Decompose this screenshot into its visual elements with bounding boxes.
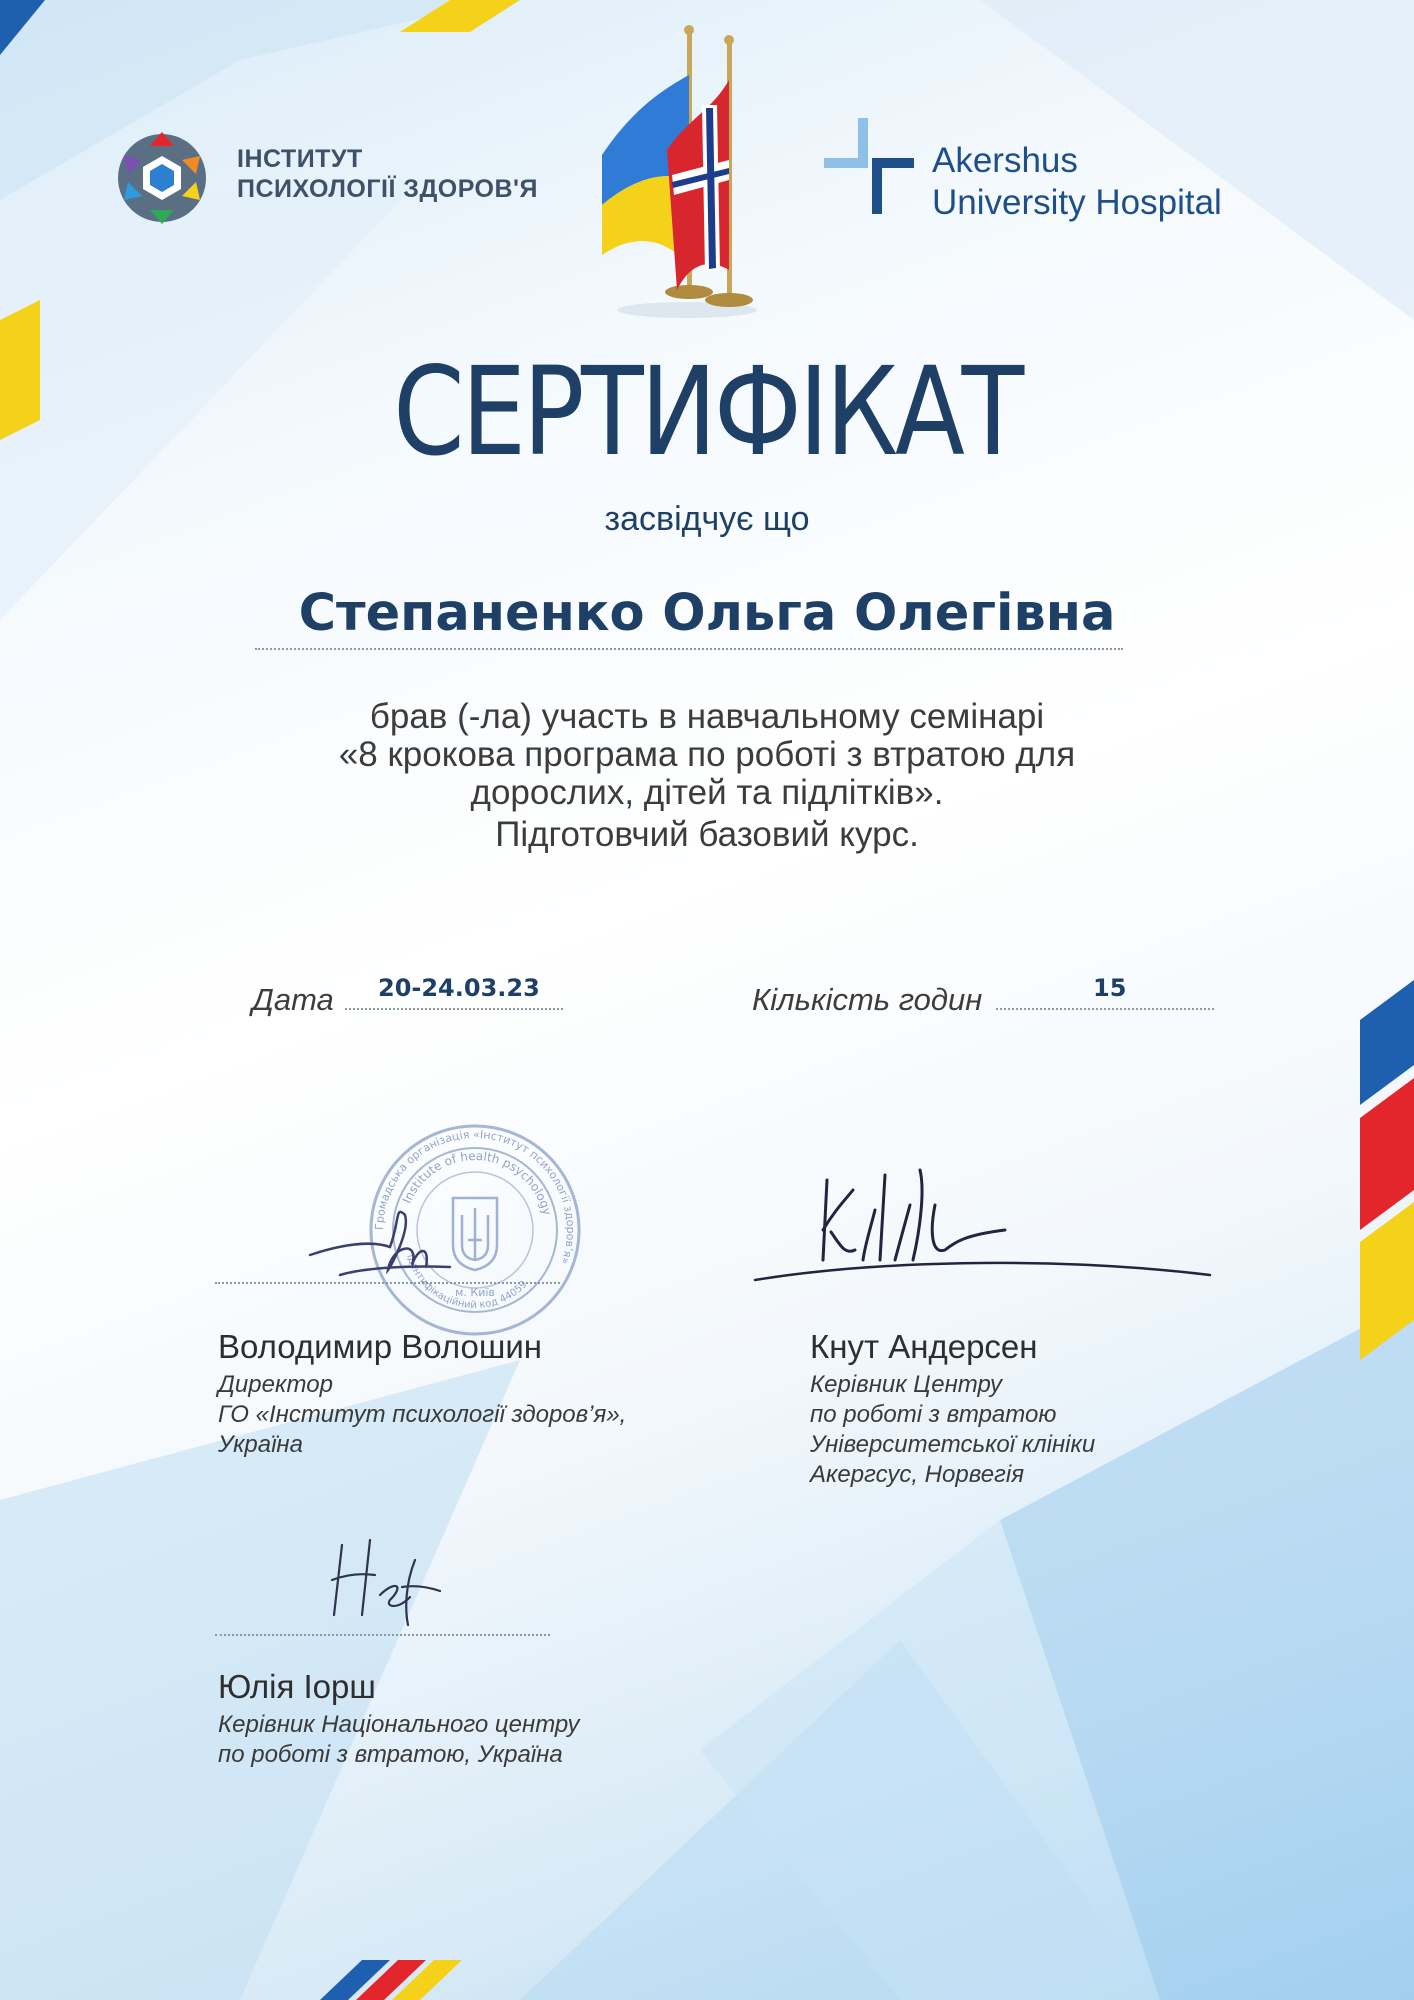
date-value: 20-24.03.23 [378, 974, 540, 1002]
signatory-iorsh [218, 1668, 579, 1770]
logo-left-line1: ІНСТИТУТ [237, 145, 363, 173]
right-stripe-red [1360, 1078, 1414, 1230]
gear-icon [112, 128, 212, 228]
certificate-title: СЕРТИФІКАТ [393, 341, 1021, 483]
signatory-role-line: Керівник Національного центру [218, 1711, 580, 1738]
logo-right-line2: University Hospital [932, 183, 1222, 222]
signatory-andersen [810, 1328, 1095, 1490]
flags-illustration [592, 20, 782, 320]
signatory-role-line: Директор [218, 1371, 333, 1398]
description-line: брав (-ла) участь в навчальному семінарі [369, 697, 1045, 736]
signatory-role-line: Україна [218, 1431, 303, 1458]
signatory-role-line: ГО «Інститут психології здоров’я», [218, 1401, 627, 1428]
course-description [0, 698, 1414, 854]
signature-line-3 [215, 1634, 550, 1636]
stamp-outer-text: Громадська організація «Інститут психології здоров’я» [372, 1127, 578, 1267]
signatory-name: Володимир Волошин [218, 1328, 542, 1365]
recipient-underline [255, 648, 1123, 650]
stamp-city-text: м. Київ [455, 1286, 495, 1299]
description-line: Підготовчий базовий курс. [495, 815, 919, 854]
date-label: Дата [252, 982, 334, 1017]
logo-right-line1: Akershus [932, 141, 1078, 180]
signatory-role-line: по роботі з втратою [810, 1401, 1057, 1428]
institute-logo [112, 128, 592, 228]
description-line: «8 крокова програма по роботі з втратою для [338, 735, 1076, 774]
akershus-logo [824, 118, 1264, 228]
signatory-voloshyn [218, 1328, 626, 1460]
date-underline [345, 1008, 563, 1010]
recipient-name: Степаненко Ольга Олегівна [298, 584, 1116, 643]
certificate-subtitle: засвідчує що [604, 500, 810, 538]
signature-line-1 [215, 1282, 560, 1284]
signatory-name: Кнут Андерсен [810, 1328, 1038, 1365]
logo-left-line2: ПСИХОЛОГІЇ ЗДОРОВ'Я [237, 175, 538, 203]
left-stripe-yellow [0, 300, 40, 440]
description-line: дорослих, дітей та підлітків». [470, 773, 944, 812]
stamp-code-text: ідентифікаційний код 44059 [404, 1253, 530, 1312]
signatory-role-line: по роботі з втратою, Україна [218, 1741, 563, 1768]
hospital-cross-icon [824, 118, 914, 214]
signatory-role-line: Університетської клініки [810, 1431, 1096, 1458]
signature-voloshyn [300, 1185, 470, 1295]
hours-label: Кількість годин [752, 982, 983, 1017]
stamp-inner-text: Institute of health psychology [399, 1148, 555, 1217]
signature-andersen [745, 1150, 1215, 1300]
signatory-role-line: Акергсус, Норвегія [810, 1461, 1025, 1488]
signatory-role-line: Керівник Центру [810, 1371, 1003, 1398]
signatory-name: Юлія Іорш [218, 1668, 376, 1705]
signature-iorsh [320, 1525, 450, 1635]
hours-value: 15 [1093, 974, 1127, 1002]
hours-underline [996, 1008, 1214, 1010]
